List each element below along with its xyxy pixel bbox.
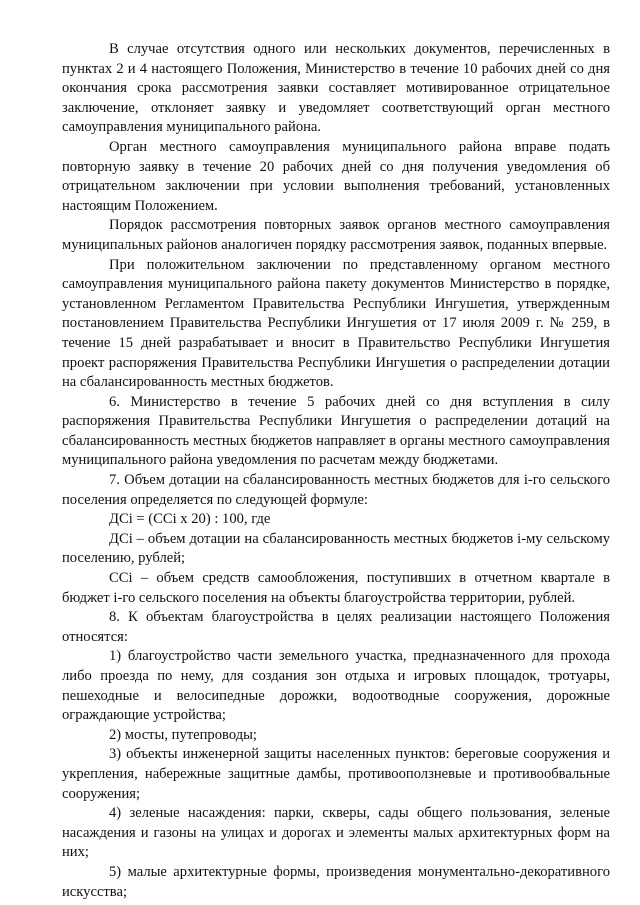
formula-definition-dsi: ДСi – объем дотации на сбалансированность местных бюджетов i-му сельскому поселению, рублей; (62, 530, 610, 567)
paragraph-item-6: 6. Министерство в течение 5 рабочих дней со дня вступления в силу распоряжения Правительства Республики Ингушетия о распределении дотаций на сбалансированность местных бюджетов направляет в органы местного самоуправления муниципального района уведомления по расчетам между бюджетами. (62, 393, 610, 469)
paragraph-item-8: 8. К объектам благоустройства в целях реализации настоящего Положения относятся: (62, 609, 610, 645)
list-item-5: 5) малые архитектурные формы, произведения монументально-декоративного искусства; (62, 863, 610, 900)
paragraph-rejection-notice: В случае отсутствия одного или нескольких документов, перечисленных в пунктах 2 и 4 настоящего Положения, Министерство в течение 10 рабочих дней со дня окончания срока рассмотрения заявки составляет мотивированное отрицательное заключение, отклоняет заявку и уведомляет соответствующий орган местного самоуправления муниципального района. (62, 41, 610, 136)
paragraph-item-7: 7. Объем дотации на сбалансированность местных бюджетов для i-го сельского поселения определяется по следующей формуле: (62, 472, 610, 508)
document-page (62, 40, 610, 902)
list-item-2: 2) мосты, путепроводы; (109, 726, 257, 743)
paragraph-repeat-application: Орган местного самоуправления муниципального района вправе подать повторную заявку в течение 20 рабочих дней со дня получения уведомления об отрицательном заключении при условии выполнения требований, установленных настоящим Положением. (62, 138, 610, 214)
formula-line: ДСi = (ССi х 20) : 100, где (109, 511, 271, 528)
formula-definition-ssi: ССi – объем средств самообложения, поступивших в отчетном квартале в бюджет i-го сельского поселения на объекты благоустройства территории, рублей. (62, 570, 610, 606)
paragraph-positive-conclusion: При положительном заключении по представленному органом местного самоуправления муниципального района пакету документов Министерство в порядке, установленном Регламентом Правительства Республики Ингушетия, утвержденным постановлением Правительства Республики Ингушетия от 17 июля 2009 г. № 259, в течение 15 дней разрабатывает и вносит в Правительство Республики Ингушетия проект распоряжения Правительства Республики Ингушетия о распределении дотации на сбалансированность местных бюджетов. (62, 256, 610, 391)
list-item-1: 1) благоустройство части земельного участка, предназначенного для прохода либо проезда по нему, для создания зон отдыха и игровых площадок, тротуары, пешеходные и велосипедные дорожки, водоотводные сооружения, дорожные ограждающие устройства; (62, 648, 610, 724)
paragraph-repeat-review-order: Порядок рассмотрения повторных заявок органов местного самоуправления муниципальных районов аналогичен порядку рассмотрения заявок, поданных впервые. (62, 217, 610, 253)
list-item-4: 4) зеленые насаждения: парки, скверы, сады общего пользования, зеленые насаждения и газоны на улицах и дорогах и элементы малых архитектурных форм на них; (62, 805, 610, 861)
list-item-3: 3) объекты инженерной защиты населенных пунктов: береговые сооружения и укрепления, набережные защитные дамбы, противооползневые и противообвальные сооружения; (62, 746, 610, 802)
